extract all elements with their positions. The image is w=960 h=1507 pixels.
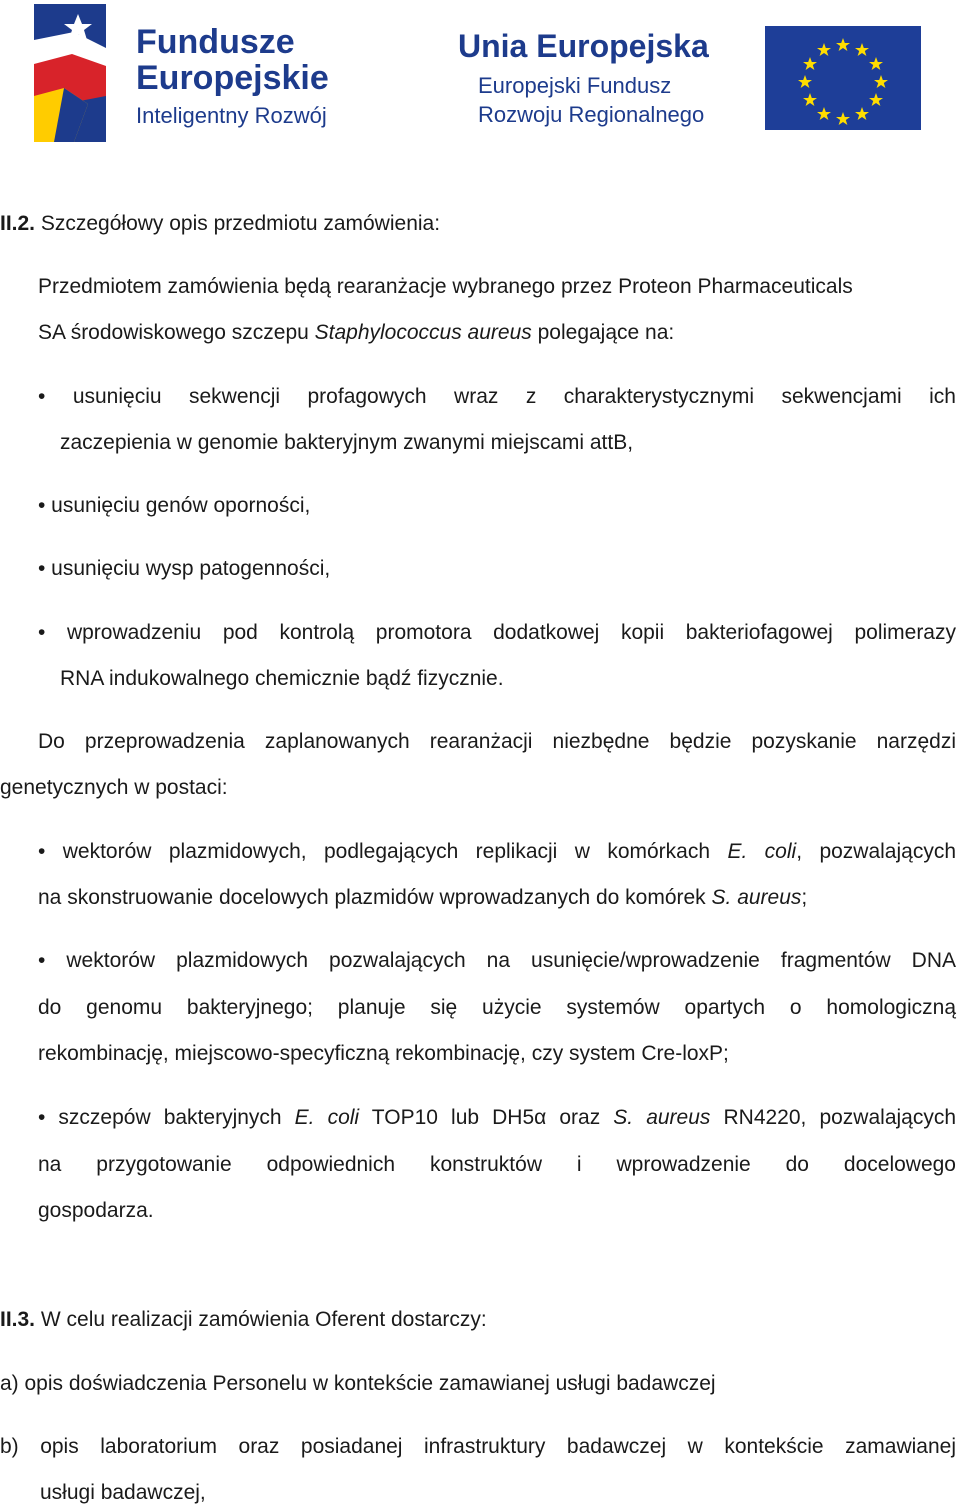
paragraph-line [38, 728, 956, 756]
text-run: do genomu bakteryjnego; planuje się użycie systemów opartych o homologiczną [38, 996, 956, 1019]
section-title: W celu realizacji zamówienia Oferent dostarczy: [35, 1308, 487, 1331]
section-heading [0, 210, 440, 238]
list-item-continuation [38, 994, 956, 1022]
text-run: ; [801, 886, 808, 909]
list-item-continuation [60, 429, 633, 457]
list-item-continuation [38, 884, 807, 912]
list-item [38, 838, 956, 866]
section-number: II.3. [0, 1308, 36, 1331]
right-logo-line2: Europejski Fundusz [478, 73, 672, 98]
list-item [0, 1433, 956, 1461]
text-run: RNA indukowalnego chemicznie bądź fizycznie. [60, 667, 504, 690]
text-run: na skonstruowanie docelowych plazmidów wprowadzanych do komórek [38, 886, 712, 909]
text-run: • usunięciu wysp patogenności, [38, 557, 331, 580]
text-run: • wektorów plazmidowych pozwalających na usunięcie/wprowadzenie fragmentów DNA [38, 949, 956, 972]
list-item-continuation [40, 1479, 206, 1507]
text-run: • wektorów plazmidowych, podlegających replikacji w komórkach [38, 840, 728, 863]
species-name: E. coli [294, 1106, 360, 1129]
paragraph-line [0, 774, 228, 802]
text-run: • szczepów bakteryjnych [38, 1106, 295, 1129]
text-run: zaczepienia w genomie bakteryjnym zwanymi miejscami attB, [60, 431, 634, 454]
text-run: • wprowadzeniu pod kontrolą promotora dodatkowej kopii bakteriofagowej polimerazy [38, 621, 956, 644]
text-run: • usunięciu sekwencji profagowych wraz z charakterystycznymi sekwencjami ich [38, 385, 956, 408]
fundusze-europejskie-logo-icon [34, 4, 106, 142]
left-logo-line2: Europejskie [136, 59, 329, 97]
text-run: usługi badawczej, [40, 1481, 206, 1504]
eu-flag-icon [765, 26, 921, 130]
text-run: SA środowiskowego szczepu [38, 321, 315, 344]
text-run: gospodarza. [38, 1199, 154, 1222]
list-item-continuation [38, 1040, 729, 1068]
left-logo-line1: Fundusze [136, 23, 295, 61]
text-run: rekombinację, miejscowo-specyficzną rekombinację, czy system Cre-loxP; [38, 1042, 729, 1065]
text-run: Do przeprowadzenia zaplanowanych rearanżacji niezbędne będzie pozyskanie narzędzi [38, 730, 956, 753]
text-run: genetycznych w postaci: [0, 776, 228, 799]
list-item [38, 383, 956, 411]
text-run: Przedmiotem zamówienia będą rearanżacje wybranego przez Proteon Pharmaceuticals [38, 275, 853, 298]
list-item-continuation [60, 665, 504, 693]
text-run: b) opis laboratorium oraz posiadanej infrastruktury badawczej w kontekście zamawianej [0, 1435, 956, 1458]
section-heading [0, 1306, 487, 1334]
text-run: RN4220, pozwalających [710, 1106, 957, 1129]
text-run: TOP10 lub DH5α oraz [359, 1106, 614, 1129]
right-logo-line1: Unia Europejska [458, 28, 709, 64]
section-title: Szczegółowy opis przedmiotu zamówienia: [35, 212, 441, 235]
text-run: a) opis doświadczenia Personelu w kontekście zamawianej usługi badawczej [0, 1372, 716, 1395]
list-item [38, 1104, 956, 1132]
text-run: , pozwalających [796, 840, 957, 863]
list-item-continuation [38, 1197, 154, 1225]
list-item [38, 619, 956, 647]
list-item [38, 947, 956, 975]
right-logo-line3: Rozwoju Regionalnego [478, 102, 705, 127]
species-name: Staphylococcus aureus [314, 321, 532, 344]
left-logo-line3: Inteligentny Rozwój [136, 103, 327, 128]
list-item-continuation [38, 1151, 956, 1179]
paragraph-line [38, 273, 956, 301]
paragraph-line [38, 319, 674, 347]
text-run: • usunięciu genów oporności, [38, 494, 311, 517]
species-name: E. coli [727, 840, 797, 863]
species-name: S. aureus [613, 1106, 711, 1129]
list-item [38, 555, 330, 583]
text-run: polegające na: [531, 321, 675, 344]
species-name: S. aureus [711, 886, 802, 909]
list-item [38, 492, 310, 520]
list-item [0, 1370, 716, 1398]
text-run: na przygotowanie odpowiednich konstruktów i wprowadzenie do docelowego [38, 1153, 956, 1176]
section-number: II.2. [0, 212, 36, 235]
